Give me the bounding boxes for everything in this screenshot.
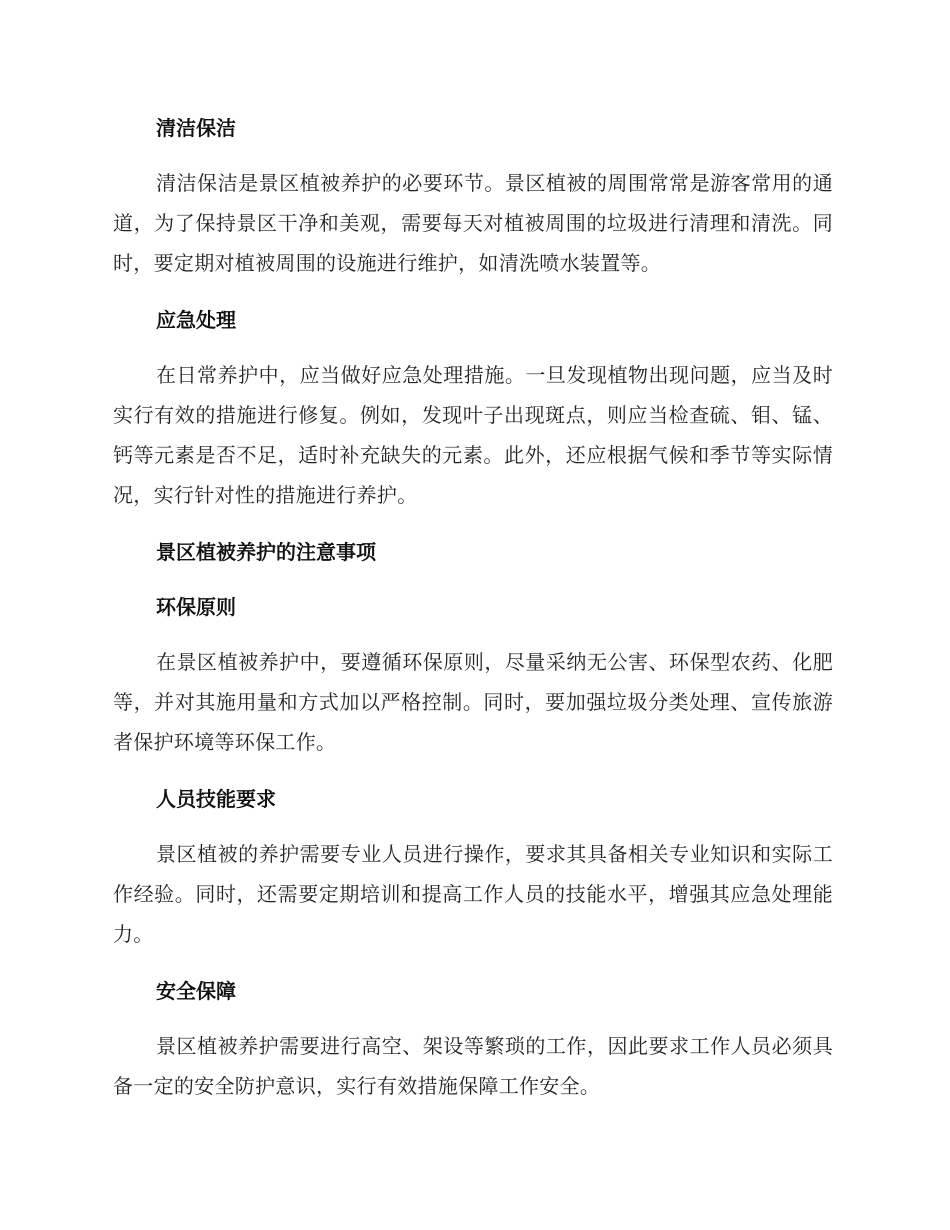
section-heading-safety: 安全保障 xyxy=(156,979,236,1003)
section-paragraph-cleaning: 清洁保洁是景区植被养护的必要环节。景区植被的周围常常是游客常用的通道，为了保持景区干净和美观，需要每天对植被周围的垃圾进行清理和清洗。同时，要定期对植被周围的设施进行维护，如清洗喷水装置等。 xyxy=(113,171,833,275)
section-heading-emergency: 应急处理 xyxy=(156,308,236,332)
section-paragraph-environmental: 在景区植被养护中，要遵循环保原则，尽量采纳无公害、环保型农药、化肥等，并对其施用量和方式加以严格控制。同时，要加强垃圾分类处理、宣传旅游者保护环境等环保工作。 xyxy=(113,650,833,754)
section-heading-staff-skills: 人员技能要求 xyxy=(156,787,276,811)
section-heading-cleaning: 清洁保洁 xyxy=(156,116,236,140)
section-heading-precautions: 景区植被养护的注意事项 xyxy=(156,540,376,564)
document-body xyxy=(113,108,833,1106)
section-heading-environmental: 环保原则 xyxy=(156,595,236,619)
section-paragraph-staff-skills: 景区植被的养护需要专业人员进行操作，要求其具备相关专业知识和实际工作经验。同时，还需要定期培训和提高工作人员的技能水平，增强其应急处理能力。 xyxy=(113,842,833,946)
section-paragraph-safety: 景区植被养护需要进行高空、架设等繁琐的工作，因此要求工作人员必须具备一定的安全防护意识，实行有效措施保障工作安全。 xyxy=(113,1034,833,1098)
section-paragraph-emergency: 在日常养护中，应当做好应急处理措施。一旦发现植物出现问题，应当及时实行有效的措施进行修复。例如，发现叶子出现斑点，则应当检查硫、钼、锰、钙等元素是否不足，适时补充缺失的元素。此外，还应根据气候和季节等实际情况，实行针对性的措施进行养护。 xyxy=(113,363,833,507)
